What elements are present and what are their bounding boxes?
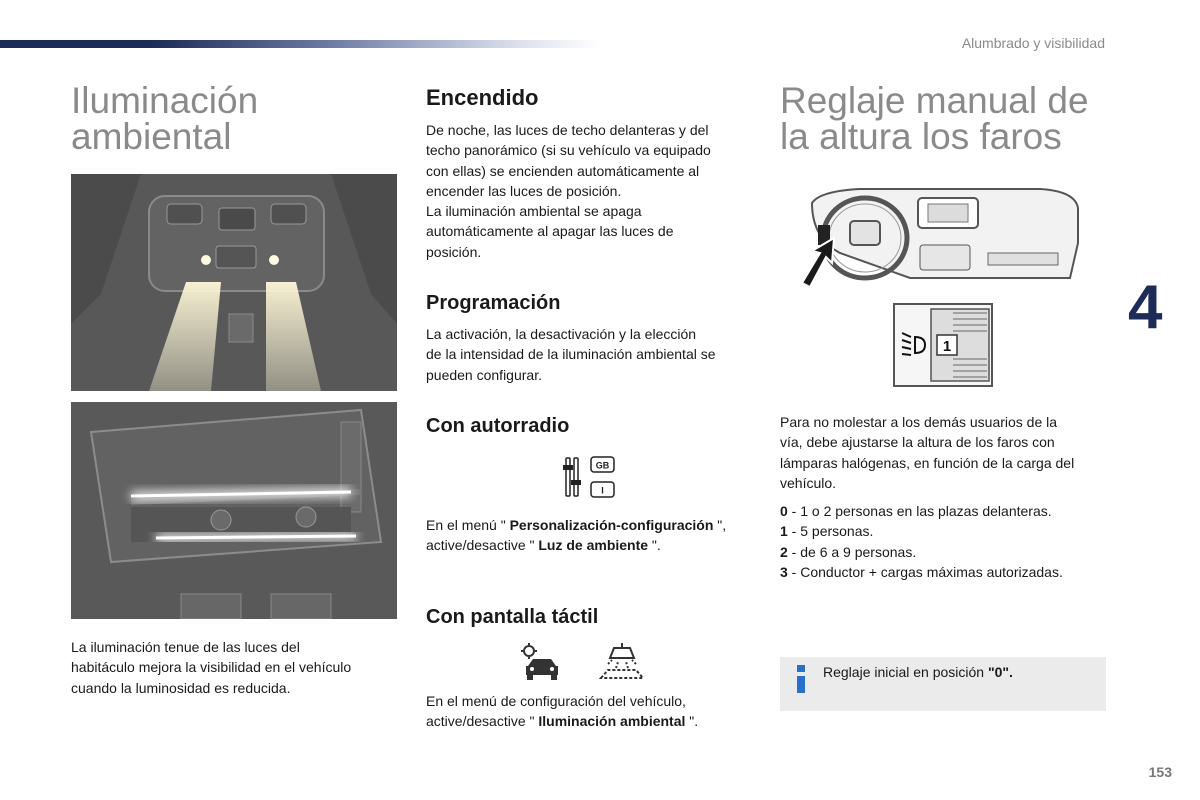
tactil-instructions: En el menú de configuración del vehículo, active/desactive " Iluminación ambiental ". [426, 693, 699, 730]
header-color-bar [0, 40, 600, 48]
programacion-text: La activación, la desactivación y la elección de la intensidad de la iluminación ambiental se pueden configurar. [426, 326, 716, 383]
menu-item-iluminacion-ambiental: Iluminación ambiental [538, 713, 686, 730]
info-icon [794, 665, 808, 693]
page-number: 153 [1148, 764, 1172, 780]
dashboard-illustration [800, 183, 1085, 293]
ambient-light-icon [598, 642, 646, 682]
chapter-number: 4 [1128, 273, 1163, 342]
heading-programacion: Programación [426, 292, 561, 314]
menu-path-personalizacion: Personalización-configuración [509, 517, 714, 533]
front-ceiling-light-photo [71, 174, 397, 391]
info-note-box [780, 657, 1106, 711]
thumbwheel-current-value: 1 [942, 338, 952, 355]
menu-item-luz-de-ambiente: Luz de ambiente [538, 537, 649, 554]
headlamp-position-list [780, 501, 1120, 582]
section-title: Alumbrado y visibilidad [961, 35, 1105, 51]
info-note-text: Reglaje inicial en posición "0". [823, 664, 1013, 680]
list-item: 1 - 5 personas. [780, 523, 874, 540]
encendido-text: De noche, las luces de techo delanteras y del techo panorámico (si su vehículo va equipado con ellas) se encienden automáticamente al encender las luces de posición. La iluminación ambiental se apaga automáticamente al apagar las luces de posición. [426, 122, 711, 260]
heading-encendido: Encendido [426, 85, 539, 110]
headlamp-height-thumbwheel [893, 303, 993, 387]
autorradio-instructions: En el menú " Personalización-configuración ", active/desactive " Luz de ambiente ". [426, 517, 727, 554]
ambient-lighting-caption: La iluminación tenue de las luces del habitáculo mejora la visibilidad en el vehículo cuando la luminosidad es reducida. [71, 639, 352, 696]
radio-settings-icon [561, 454, 617, 500]
panoramic-roof-light-photo [71, 402, 397, 619]
list-item: 0 - 1 o 2 personas en las plazas delanteras. [780, 503, 1052, 519]
headlamp-intro-text: Para no molestar a los demás usuarios de la vía, debe ajustarse la altura de los faros con lámparas halógenas, en función de la carga del vehículo. [780, 414, 1075, 491]
vehicle-settings-icon [520, 642, 562, 682]
radio-icon-info-label: I [601, 485, 604, 496]
page-title-ambient-lighting: Iluminación ambiental [71, 80, 259, 157]
radio-icon-language-label: GB [595, 460, 610, 471]
heading-con-pantalla-tactil: Con pantalla táctil [426, 606, 599, 628]
page-title-headlamp-adjustment: Reglaje manual de la altura los faros [780, 80, 1089, 157]
list-item: 3 - Conductor + cargas máximas autorizadas. [780, 563, 1063, 580]
list-item: 2 - de 6 a 9 personas. [780, 543, 917, 560]
heading-con-autorradio: Con autorradio [426, 415, 570, 437]
